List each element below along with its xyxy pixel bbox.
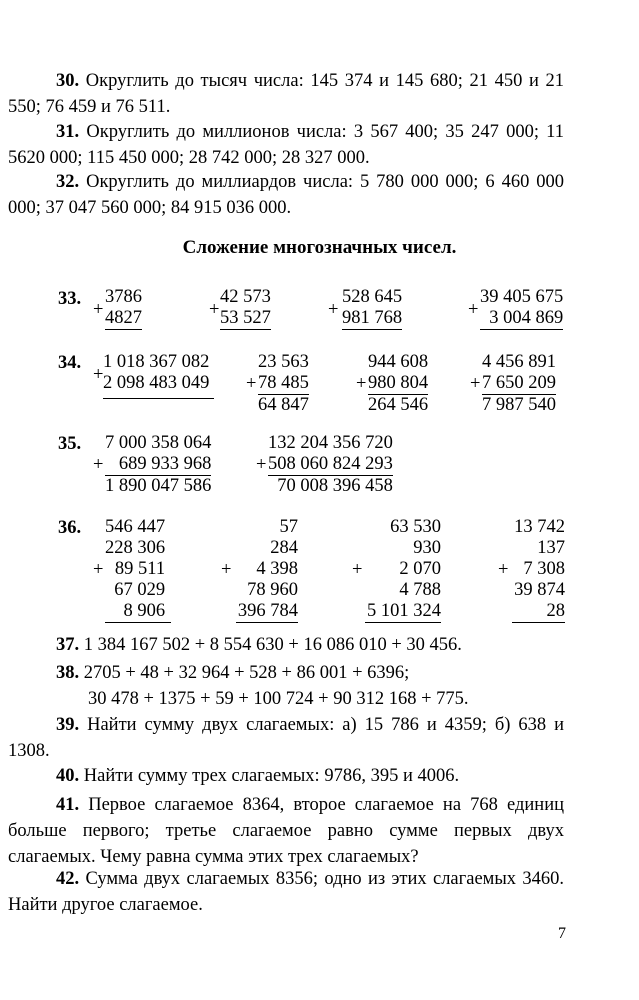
addend: 4 788	[399, 580, 441, 600]
addend: 944 608	[368, 352, 429, 372]
problem-40	[8, 763, 564, 789]
addend: 5 101 324	[367, 601, 441, 621]
addend: 528 645	[342, 287, 403, 307]
problem-37	[56, 632, 576, 658]
problem-text: Найти сумму двух слагаемых: а) 15 786 и 4359; б) 638 и 1308.	[8, 715, 565, 761]
sum-33c	[342, 287, 402, 330]
addend: 78 485	[258, 373, 309, 393]
addend: 53 527	[220, 308, 271, 328]
problem-text: Округлить до миллионов числа: 3 567 400; 35 247 000; 11 5620 000; 115 450 000; 28 742 000; 28 327 000.	[8, 122, 564, 168]
plus-sign: +	[93, 560, 104, 580]
sum-34b	[258, 352, 309, 416]
addend: 39 874	[514, 580, 565, 600]
addend: 23 563	[258, 352, 309, 372]
addend: 284	[270, 538, 298, 558]
addend: 89 511	[114, 559, 166, 579]
plus-sign: +	[93, 365, 104, 385]
addend: 2 098 483 049	[103, 373, 210, 393]
problem-number: 39.	[56, 715, 80, 735]
sum-result: 264 546	[368, 395, 429, 415]
problem-39	[8, 712, 564, 764]
sum-36b	[236, 517, 298, 622]
addend: 689 933 968	[105, 454, 211, 476]
problem-number: 31.	[56, 122, 80, 142]
sum-result: 7 987 540	[482, 395, 556, 415]
addend: 981 768	[342, 308, 403, 328]
sum-33d	[480, 287, 563, 330]
page-number: 7	[558, 925, 566, 942]
problem-38	[56, 660, 576, 712]
problem-36-number: 36.	[58, 518, 82, 538]
problem-number: 40.	[56, 766, 80, 786]
addend: 67 029	[114, 580, 166, 600]
problem-text: Первое слагаемое 8364, второе слагаемое на 768 единиц больше первого; третье слагаемое равно сумме первых двух слагаемых. Чему равна сумма этих трех слагаемых?	[8, 795, 564, 867]
sum-line	[105, 622, 171, 623]
sum-result: 70 008 396 458	[277, 476, 393, 496]
sum-33b	[220, 287, 271, 330]
sum-36d	[508, 517, 565, 622]
addend: 63 530	[390, 517, 441, 537]
plus-sign: +	[221, 560, 232, 580]
addend: 4 456 891	[482, 352, 556, 372]
problem-35-number: 35.	[58, 434, 82, 454]
problem-text: Сумма двух слагаемых 8356; одно из этих слагаемых 3460. Найти другое слагаемое.	[8, 869, 564, 915]
addend: 132 204 356 720	[268, 433, 393, 453]
addend: 4 398	[256, 559, 298, 579]
addend: 78 960	[247, 580, 298, 600]
problem-number: 37.	[56, 635, 80, 655]
plus-sign: +	[256, 455, 267, 475]
plus-sign: +	[93, 455, 104, 475]
problem-text: Найти сумму трех слагаемых: 9786, 395 и 4006.	[83, 766, 460, 786]
sum-line	[103, 398, 214, 399]
addend: 57	[279, 517, 298, 537]
addend: 508 060 824 293	[268, 454, 393, 474]
sum-36a	[105, 517, 165, 622]
addend: 4827	[105, 308, 142, 328]
sum-35a	[105, 433, 211, 497]
addend: 13 742	[514, 517, 565, 537]
addend: 137	[537, 538, 565, 558]
problem-number: 30.	[56, 71, 80, 91]
problem-number: 41.	[56, 795, 80, 815]
problem-number: 32.	[56, 172, 80, 192]
sum-34a	[103, 352, 209, 394]
addend: 980 804	[368, 373, 429, 393]
addend: 39 405 675	[480, 287, 564, 307]
section-heading: Сложение многозначных чисел.	[182, 237, 457, 258]
problem-text-line1: 2705 + 48 + 32 964 + 528 + 86 001 + 6396;	[83, 663, 410, 683]
sum-result: 64 847	[258, 395, 309, 415]
problem-31	[8, 119, 564, 171]
sum-35b	[268, 433, 393, 497]
plus-sign: +	[209, 300, 220, 320]
sum-34d	[482, 352, 556, 416]
plus-sign: +	[470, 374, 481, 394]
problem-text-line2: 30 478 + 1375 + 59 + 100 724 + 90 312 168 + 775.	[88, 689, 469, 709]
addend: 7 650 209	[482, 373, 556, 393]
addend: 228 306	[105, 538, 166, 558]
addend: 3786	[105, 287, 142, 307]
addend: 28	[546, 601, 565, 621]
plus-sign: +	[93, 300, 104, 320]
addend: 2 070	[399, 559, 441, 579]
addend: 42 573	[220, 287, 271, 307]
addend: 3 004 869	[480, 308, 563, 330]
plus-sign: +	[468, 300, 479, 320]
sum-33a	[105, 287, 142, 330]
problem-number: 42.	[56, 869, 80, 889]
sum-line	[236, 622, 298, 623]
plus-sign: +	[328, 300, 339, 320]
plus-sign: +	[498, 560, 509, 580]
problem-text: 1 384 167 502 + 8 554 630 + 16 086 010 + 30 456.	[83, 635, 462, 655]
problem-33-number: 33.	[58, 289, 82, 309]
problem-text: Округлить до тысяч числа: 145 374 и 145 680; 21 450 и 21 550; 76 459 и 76 511.	[8, 71, 564, 117]
problem-42	[8, 866, 564, 918]
sum-line	[365, 622, 441, 623]
problem-34-number: 34.	[58, 353, 82, 373]
plus-sign: +	[352, 560, 363, 580]
addend: 8 906	[123, 601, 166, 621]
addend: 930	[413, 538, 441, 558]
sum-34c	[368, 352, 428, 416]
problem-number: 38.	[56, 663, 80, 683]
addend: 546 447	[105, 517, 166, 537]
addend: 1 018 367 082	[103, 352, 210, 372]
sum-36c	[363, 517, 441, 622]
problem-32	[8, 169, 564, 221]
addend: 7 000 358 064	[105, 433, 212, 453]
problem-30	[8, 68, 564, 120]
addend: 396 784	[237, 601, 298, 621]
problem-41	[8, 792, 564, 870]
problem-text: Округлить до миллиардов числа: 5 780 000 000; 6 460 000 000; 37 047 560 000; 84 915 036 000.	[8, 172, 565, 218]
plus-sign: +	[356, 374, 367, 394]
sum-line	[512, 622, 565, 623]
plus-sign: +	[246, 374, 257, 394]
addend: 7 308	[523, 559, 565, 579]
sum-result: 1 890 047 586	[105, 476, 212, 496]
